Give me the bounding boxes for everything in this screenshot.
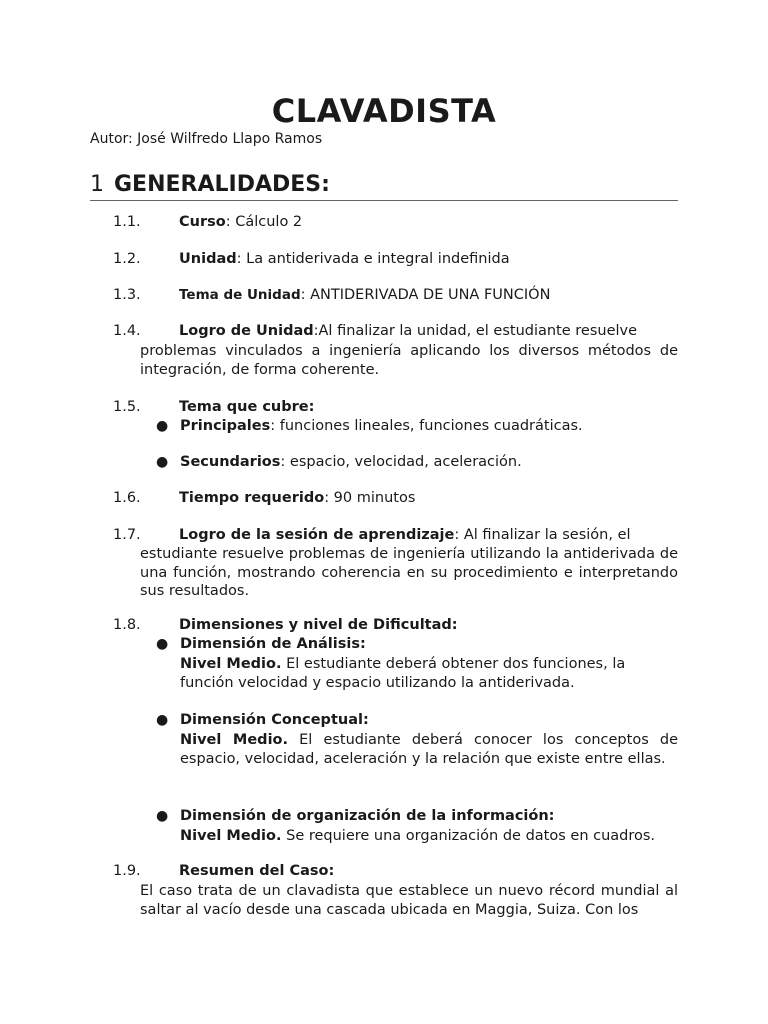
level-label: Nivel Medio. [180, 655, 282, 672]
item-curso [113, 213, 678, 233]
document-title: CLAVADISTA [271, 92, 497, 130]
bullet-text: : funciones lineales, funciones cuadráticas. [270, 418, 583, 434]
item-label: Tema que cubre: [179, 399, 315, 415]
item-label: Logro de la sesión de aprendizaje [179, 527, 455, 543]
bullet-label: Dimensión Conceptual: [180, 712, 369, 728]
item-number: 1.7. [113, 527, 141, 543]
bullet-dot: ● [156, 636, 169, 652]
item-text: : 90 minutos [324, 490, 416, 506]
item-text: : ANTIDERIVADA DE UNA FUNCIÓN [300, 287, 551, 303]
bullet-label: Secundarios [180, 454, 281, 470]
section-title: GENERALIDADES [114, 172, 322, 197]
item-logro-sesion [113, 526, 678, 601]
item-continuation: estudiante resuelve problemas de ingeniería utilizando la antiderivada de una función, mostrando coherencia en su procedimiento e interpretando sus resultados. [140, 546, 678, 599]
item-text: : Al finalizar la sesión, el [454, 527, 631, 543]
item-logro-de-unidad [113, 322, 678, 381]
bullet-label: Principales [180, 418, 271, 434]
item-continuation: problemas vinculados a ingeniería aplicando los diversos métodos de integración, de forma coherente. [140, 342, 678, 378]
item-number: 1.3. [113, 287, 141, 303]
level-label: Nivel Medio. [180, 827, 282, 844]
bullet-text: : espacio, velocidad, aceleración. [280, 454, 522, 470]
section-colon: : [321, 172, 330, 197]
item-text: : Cálculo 2 [225, 214, 303, 230]
item-label: Resumen del Caso: [179, 863, 335, 879]
item-number: 1.2. [113, 251, 141, 267]
bullet-dimension-organizacion [156, 807, 678, 846]
item-resumen-caso [113, 862, 678, 921]
document-author: Autor: José Wilfredo Llapo Ramos [90, 131, 323, 147]
bullet-dot: ● [156, 808, 169, 824]
item-number: 1.1. [113, 214, 141, 230]
item-text: :Al finalizar la unidad, el estudiante resuelve [313, 323, 638, 339]
item-number: 1.8. [113, 617, 141, 633]
item-label: Unidad [179, 251, 237, 267]
item-label: Logro de Unidad [179, 323, 314, 339]
level-label: Nivel Medio. [180, 731, 289, 748]
bullet-dimension-conceptual [156, 711, 678, 770]
bullet-dimension-analisis [156, 635, 678, 694]
item-number: 1.6. [113, 490, 141, 506]
bullet-dot: ● [156, 418, 169, 434]
section-number: 1 [90, 172, 104, 197]
section-heading [90, 172, 678, 201]
item-number: 1.5. [113, 399, 141, 415]
bullet-text: Se requiere una organización de datos en cuadros. [281, 827, 656, 844]
bullet-secundarios [156, 453, 678, 473]
item-tiempo-requerido [113, 489, 678, 509]
item-tema-que-cubre [113, 398, 678, 418]
bullet-label: Dimensión de organización de la información: [180, 808, 555, 824]
item-dimensiones [113, 616, 678, 636]
item-label: Tema de Unidad [179, 287, 301, 303]
bullet-text: El estudiante deberá conocer los conceptos de espacio, velocidad, aceleración y la relación que existe entre ellas. [180, 731, 678, 767]
item-unidad [113, 250, 678, 270]
bullet-dot: ● [156, 454, 169, 470]
bullet-principales [156, 417, 678, 437]
item-number: 1.4. [113, 323, 141, 339]
item-tema-de-unidad [113, 286, 678, 306]
item-label: Tiempo requerido [179, 490, 325, 506]
item-label: Dimensiones y nivel de Dificultad: [179, 617, 458, 633]
bullet-dot: ● [156, 712, 169, 728]
bullet-label: Dimensión de Análisis: [180, 636, 366, 652]
bullet-text: El estudiante deberá obtener dos funciones, la función velocidad y espacio utilizando la antiderivada. [180, 655, 626, 691]
item-text: : La antiderivada e integral indefinida [236, 251, 510, 267]
item-number: 1.9. [113, 863, 141, 879]
item-label: Curso [179, 214, 226, 230]
item-continuation: El caso trata de un clavadista que establece un nuevo récord mundial al saltar al vacío desde una cascada ubicada en Maggia, Suiza. Con los [140, 882, 678, 918]
